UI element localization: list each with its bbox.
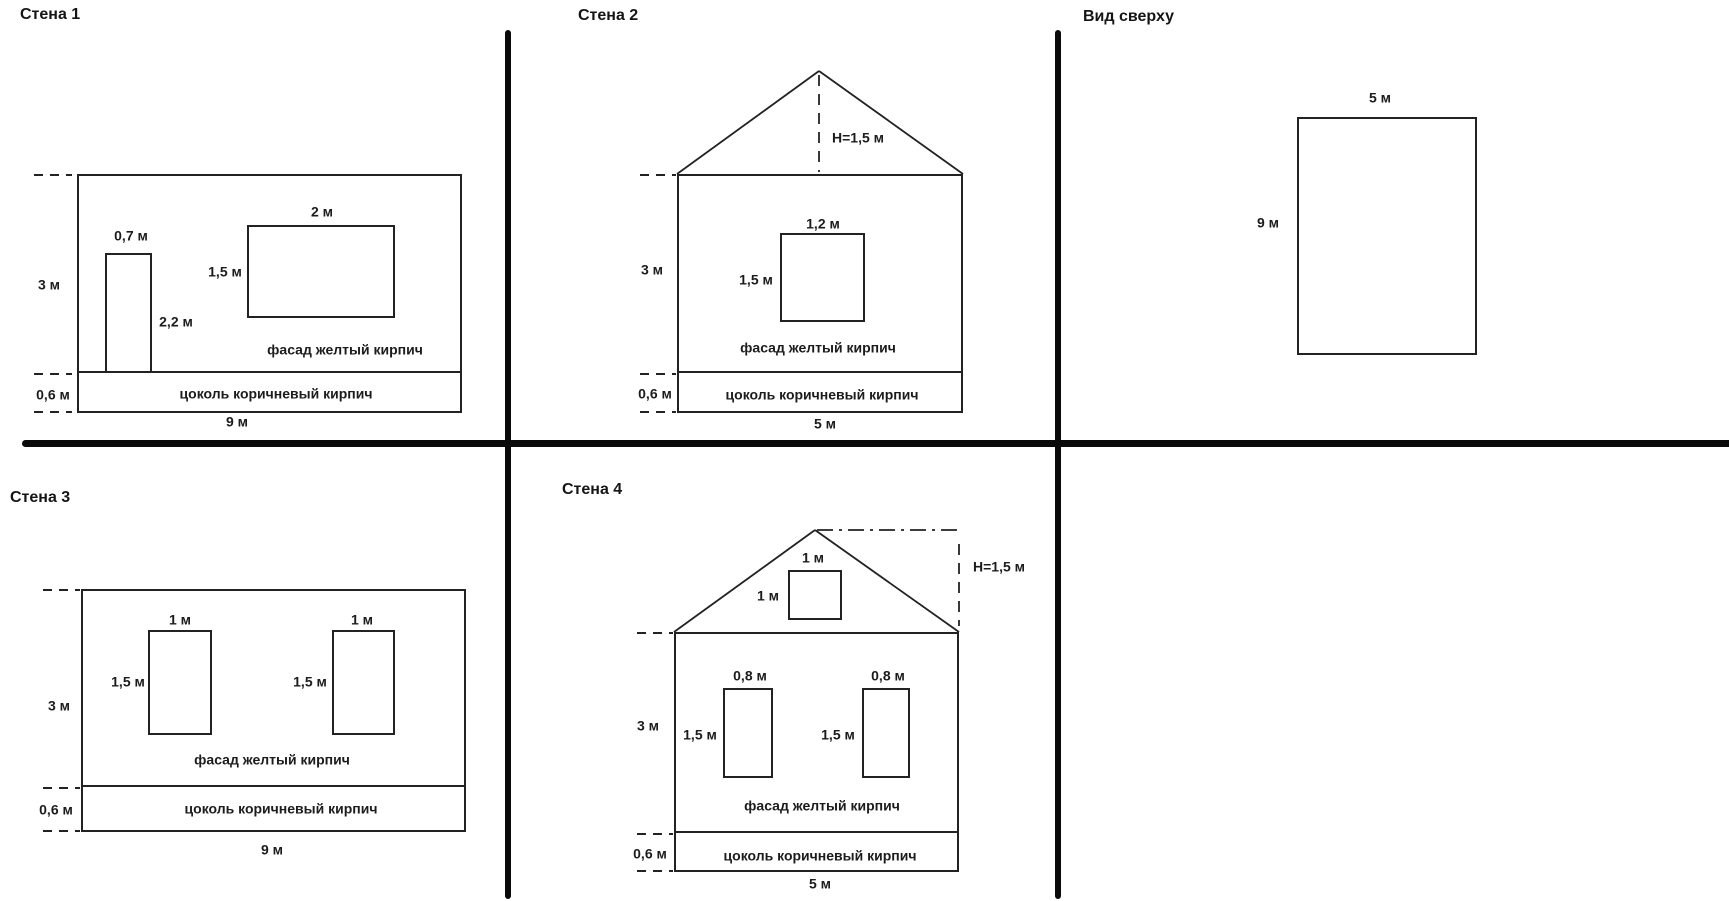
wall1-window-width-label: 2 м bbox=[310, 203, 334, 220]
wall3-window-2 bbox=[332, 630, 395, 735]
wall4-window1-height-label: 1,5 м bbox=[683, 726, 717, 743]
wall2-window bbox=[780, 233, 865, 322]
wall4-roof-height-label: H=1,5 м bbox=[973, 558, 1025, 575]
wall2-window-height-label: 1,5 м bbox=[739, 271, 773, 288]
wall4-plinth-height-label: 0,6 м bbox=[633, 845, 667, 862]
top-view-title: Вид сверху bbox=[1083, 8, 1174, 25]
wall2-plinth-separator bbox=[677, 371, 963, 373]
wall4-gable-window-width-label: 1 м bbox=[801, 549, 825, 566]
wall4-window2-width-label: 0,8 м bbox=[871, 667, 905, 684]
wall4-facade-label: фасад желтый кирпич bbox=[744, 797, 900, 814]
wall3-window2-width-label: 1 м bbox=[350, 611, 374, 628]
grid-divider-horizontal bbox=[22, 440, 1729, 447]
wall4-height-label: 3 м bbox=[636, 717, 660, 734]
wall4-plinth-label: цоколь коричневый кирпич bbox=[723, 847, 917, 864]
wall2-window-width-label: 1,2 м bbox=[806, 215, 840, 232]
grid-divider-vertical-2 bbox=[1055, 30, 1061, 899]
wall3-height-label: 3 м bbox=[47, 697, 71, 714]
wall2-plinth-label: цоколь коричневый кирпич bbox=[725, 386, 919, 403]
wall3-window1-height-label: 1,5 м bbox=[111, 673, 145, 690]
wall2-width-label: 5 м bbox=[813, 415, 837, 432]
wall3-window-1 bbox=[148, 630, 212, 735]
wall1-title: Стена 1 bbox=[20, 6, 81, 23]
wall3-width-label: 9 м bbox=[260, 841, 284, 858]
wall2-facade-label: фасад желтый кирпич bbox=[740, 339, 896, 356]
wall4-title: Стена 4 bbox=[562, 481, 623, 498]
wall1-window-height-label: 1,5 м bbox=[208, 263, 242, 280]
wall1-plinth-label: цоколь коричневый кирпич bbox=[179, 385, 373, 402]
wall4-plinth-separator bbox=[674, 831, 959, 833]
wall4-window1-width-label: 0,8 м bbox=[733, 667, 767, 684]
top-view-depth-label: 9 м bbox=[1256, 214, 1280, 231]
wall4-width-label: 5 м bbox=[808, 875, 832, 892]
top-view-outline bbox=[1297, 117, 1477, 355]
wall2-plinth-height-label: 0,6 м bbox=[638, 385, 672, 402]
wall4-outline bbox=[674, 632, 959, 872]
wall1-width-label: 9 м bbox=[225, 413, 249, 430]
wall1-facade-label: фасад желтый кирпич bbox=[267, 341, 423, 358]
wall3-plinth-separator bbox=[81, 785, 466, 787]
wall1-door bbox=[105, 253, 152, 373]
wall3-title: Стена 3 bbox=[10, 489, 71, 506]
wall3-plinth-height-label: 0,6 м bbox=[39, 801, 73, 818]
wall2-title: Стена 2 bbox=[578, 7, 639, 24]
wall3-window1-width-label: 1 м bbox=[168, 611, 192, 628]
wall1-plinth-height-label: 0,6 м bbox=[36, 386, 70, 403]
wall3-outline bbox=[81, 589, 466, 832]
wall3-plinth-label: цоколь коричневый кирпич bbox=[184, 800, 378, 817]
wall4-gable-window bbox=[788, 570, 842, 620]
wall4-window-1 bbox=[723, 688, 773, 778]
top-view-width-label: 5 м bbox=[1368, 89, 1392, 106]
wall3-window2-height-label: 1,5 м bbox=[293, 673, 327, 690]
wall1-door-width-label: 0,7 м bbox=[114, 227, 148, 244]
wall4-window2-height-label: 1,5 м bbox=[821, 726, 855, 743]
wall4-gable-window-height-label: 1 м bbox=[756, 587, 780, 604]
wall1-window bbox=[247, 225, 395, 318]
wall2-roof-height-label: H=1,5 м bbox=[832, 129, 884, 146]
wall1-door-height-label: 2,2 м bbox=[159, 313, 193, 330]
wall4-window-2 bbox=[862, 688, 910, 778]
wall2-roof-right-slope bbox=[819, 71, 963, 174]
grid-divider-vertical-1 bbox=[505, 30, 511, 899]
wall2-roof-left-slope bbox=[677, 71, 819, 174]
wall1-height-label: 3 м bbox=[37, 276, 61, 293]
wall2-height-label: 3 м bbox=[640, 261, 664, 278]
wall3-facade-label: фасад желтый кирпич bbox=[194, 751, 350, 768]
